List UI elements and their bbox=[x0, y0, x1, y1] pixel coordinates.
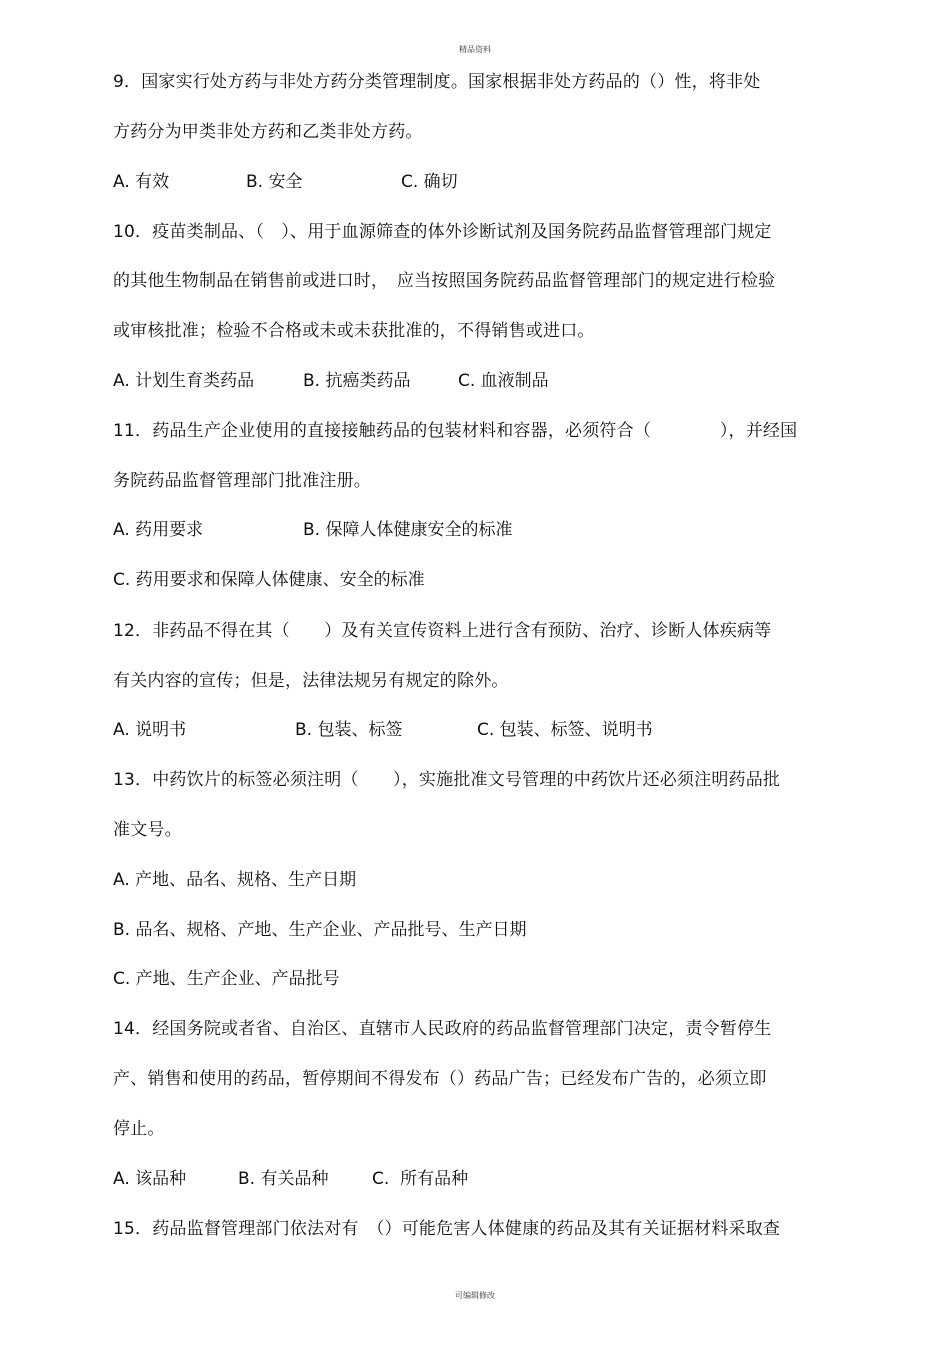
question-9-option-b: B. 安全 bbox=[246, 172, 303, 192]
question-9-option-c: C. 确切 bbox=[401, 172, 458, 192]
question-12-line-1: 12．非药品不得在其（ ）及有关宣传资料上进行含有预防、治疗、诊断人体疾病等 bbox=[113, 621, 772, 641]
question-10-option-b: B. 抗癌类药品 bbox=[303, 371, 411, 391]
question-9-line-2: 方药分为甲类非处方药和乙类非处方药。 bbox=[113, 122, 423, 142]
question-12-option-b: B. 包装、标签 bbox=[295, 720, 403, 740]
question-9-option-a: A. 有效 bbox=[113, 172, 170, 192]
question-10-line-2: 的其他生物制品在销售前或进口时， 应当按照国务院药品监督管理部门的规定进行检验 bbox=[113, 271, 776, 291]
question-14-line-1: 14．经国务院或者省、自治区、直辖市人民政府的药品监督管理部门决定，责令暂停生 bbox=[113, 1019, 772, 1039]
question-12-line-2: 有关内容的宣传；但是，法律法规另有规定的除外。 bbox=[113, 671, 509, 691]
question-13-option-a: A. 产地、品名、规格、生产日期 bbox=[113, 870, 357, 890]
question-10-option-c: C. 血液制品 bbox=[458, 371, 549, 391]
question-10-line-1: 10．疫苗类制品、（ ）、用于血源筛查的体外诊断试剂及国务院药品监督管理部门规定 bbox=[113, 222, 772, 242]
question-9-line-1: 9．国家实行处方药与非处方药分类管理制度。国家根据非处方药品的（）性，将非处 bbox=[113, 72, 761, 92]
question-13-line-1: 13．中药饮片的标签必须注明（ ），实施批准文号管理的中药饮片还必须注明药品批 bbox=[113, 770, 781, 790]
question-12-option-c: C. 包装、标签、说明书 bbox=[477, 720, 653, 740]
question-15-line-1: 15．药品监督管理部门依法对有 （）可能危害人体健康的药品及其有关证据材料采取查 bbox=[113, 1219, 781, 1239]
question-10-line-3: 或审核批准；检验不合格或未或未获批准的，不得销售或进口。 bbox=[113, 321, 595, 341]
question-11-option-c: C. 药用要求和保障人体健康、安全的标准 bbox=[113, 570, 425, 590]
question-14-line-3: 停止。 bbox=[113, 1119, 165, 1139]
question-13-option-c: C. 产地、生产企业、产品批号 bbox=[113, 969, 340, 989]
question-14-option-b: B. 有关品种 bbox=[238, 1169, 329, 1189]
question-11-line-2: 务院药品监督管理部门批准注册。 bbox=[113, 471, 371, 491]
question-14-option-a: A. 该品种 bbox=[113, 1169, 187, 1189]
question-10-option-a: A. 计划生育类药品 bbox=[113, 371, 255, 391]
page-header: 精品资料 bbox=[459, 45, 491, 54]
question-13-line-2: 准文号。 bbox=[113, 820, 182, 840]
question-11-option-a: A. 药用要求 bbox=[113, 520, 204, 540]
question-14-option-c: C. 所有品种 bbox=[372, 1169, 469, 1189]
question-13-option-b: B. 品名、规格、产地、生产企业、产品批号、生产日期 bbox=[113, 920, 527, 940]
page-footer: 可编辑修改 bbox=[455, 1291, 495, 1300]
question-11-line-1: 11．药品生产企业使用的直接接触药品的包装材料和容器，必须符合（ ），并经国 bbox=[113, 421, 798, 441]
question-11-option-b: B. 保障人体健康安全的标准 bbox=[303, 520, 513, 540]
question-14-line-2: 产、销售和使用的药品，暂停期间不得发布（）药品广告；已经发布广告的，必须立即 bbox=[113, 1069, 767, 1089]
question-12-option-a: A. 说明书 bbox=[113, 720, 187, 740]
